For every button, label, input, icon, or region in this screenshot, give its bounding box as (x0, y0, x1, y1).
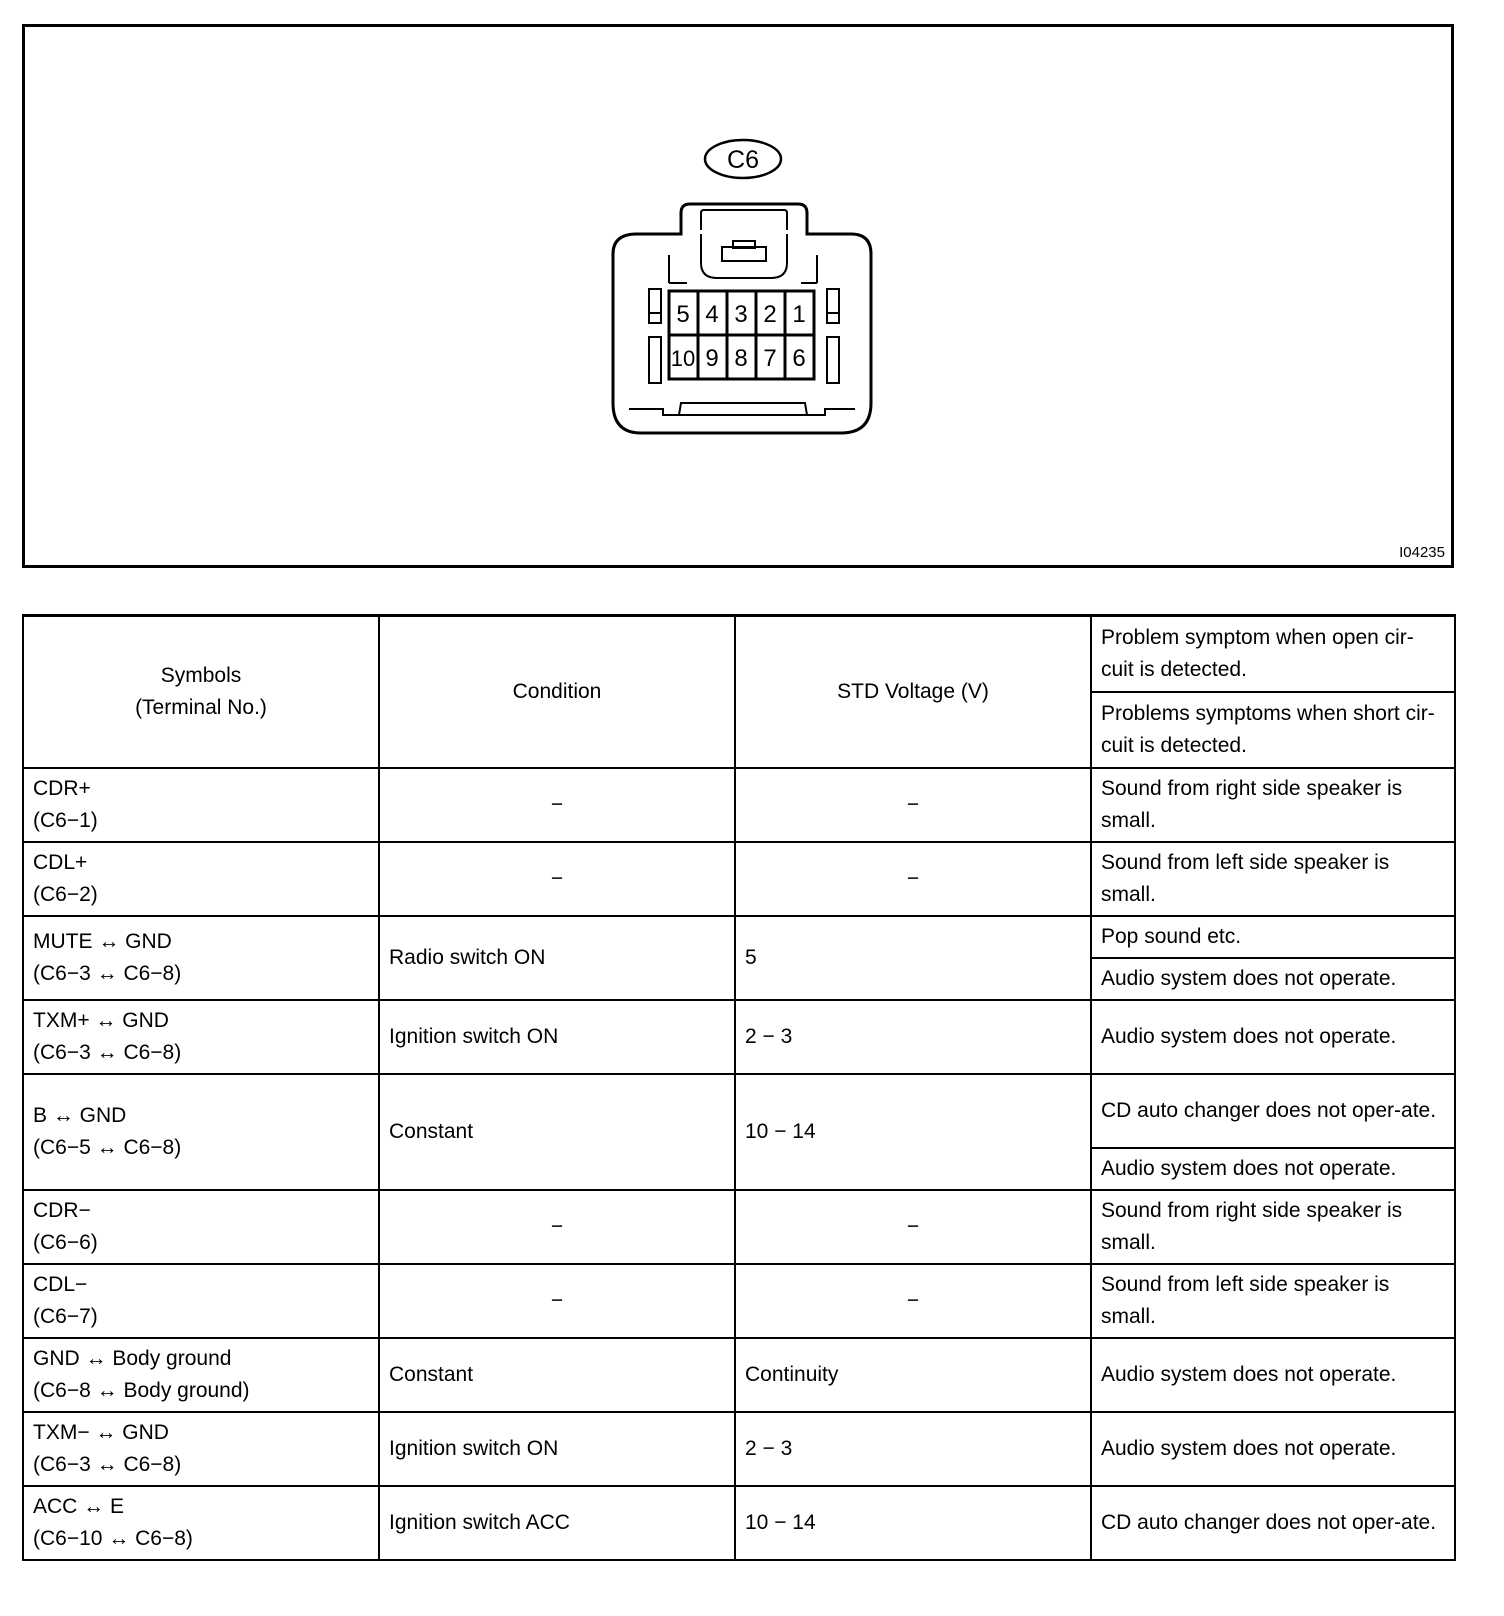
condition-cell: Radio switch ON (379, 916, 735, 1000)
table-row (23, 1412, 1455, 1486)
header-problem-short: Problems symptoms when short cir-cuit is detected. (1091, 692, 1455, 768)
problem-cell: CD auto changer does not oper-ate. (1091, 1074, 1455, 1148)
symbol-name: TXM+ ↔ GND (33, 1009, 169, 1032)
table-row (23, 1338, 1455, 1412)
problem-cell: Audio system does not operate. (1091, 958, 1455, 1000)
pin-label: 5 (676, 301, 690, 328)
terminal-number: (C6−6) (33, 1231, 98, 1254)
symbol-name: TXM− ↔ GND (33, 1421, 169, 1444)
header-std-voltage: STD Voltage (V) (735, 616, 1091, 769)
condition-cell: Constant (379, 1074, 735, 1190)
terminal-number: (C6−5 ↔ C6−8) (33, 1136, 182, 1159)
pin-label: 8 (734, 345, 748, 372)
symbol-cell (23, 1000, 379, 1074)
terminal-number: (C6−7) (33, 1305, 98, 1328)
connector-lock-tab (669, 234, 817, 283)
pin-label: 10 (670, 346, 696, 371)
voltage-cell: − (735, 768, 1091, 842)
table-row (23, 916, 1455, 958)
table-row (23, 768, 1455, 842)
pin-label: 3 (734, 301, 748, 328)
pin-label: 1 (792, 301, 806, 328)
header-problem-open: Problem symptom when open cir-cuit is detected. (1091, 616, 1455, 693)
symbol-name: B ↔ GND (33, 1104, 127, 1127)
voltage-cell: − (735, 842, 1091, 916)
symbol-cell (23, 1338, 379, 1412)
terminal-number: (C6−2) (33, 883, 98, 906)
table-row (23, 1074, 1455, 1148)
header-symbols-line1: Symbols (160, 664, 242, 687)
voltage-cell: 10 − 14 (735, 1074, 1091, 1190)
pin-label: 9 (705, 345, 719, 372)
symbol-name: CDR+ (33, 777, 91, 800)
problem-cell: Audio system does not operate. (1091, 1000, 1455, 1074)
condition-cell: Constant (379, 1338, 735, 1412)
voltage-cell: Continuity (735, 1338, 1091, 1412)
symbol-cell (23, 842, 379, 916)
symbol-cell (23, 768, 379, 842)
condition-cell: − (379, 842, 735, 916)
figure-id: I04235 (1399, 544, 1445, 561)
header-row (23, 616, 1455, 693)
connector-bottom-rail (629, 403, 855, 415)
symbol-cell (23, 1412, 379, 1486)
symbol-cell (23, 1074, 379, 1190)
terminal-number: (C6−10 ↔ C6−8) (33, 1527, 193, 1550)
header-symbols-line2: (Terminal No.) (135, 696, 267, 719)
condition-cell: − (379, 768, 735, 842)
condition-cell: − (379, 1190, 735, 1264)
terminal-number: (C6−3 ↔ C6−8) (33, 1453, 182, 1476)
terminal-number: (C6−3 ↔ C6−8) (33, 962, 182, 985)
pin-label: 7 (763, 345, 777, 372)
symbol-name: CDL+ (33, 851, 88, 874)
terminal-number: (C6−3 ↔ C6−8) (33, 1041, 182, 1064)
voltage-cell: 2 − 3 (735, 1000, 1091, 1074)
problem-cell: Pop sound etc. (1091, 916, 1455, 958)
condition-cell: Ignition switch ON (379, 1000, 735, 1074)
symbol-name: CDL− (33, 1273, 88, 1296)
problem-cell: Audio system does not operate. (1091, 1412, 1455, 1486)
symbol-cell (23, 1190, 379, 1264)
symbol-name: ACC ↔ E (33, 1495, 125, 1518)
table-row (23, 1190, 1455, 1264)
problem-cell: CD auto changer does not oper-ate. (1091, 1486, 1455, 1560)
voltage-cell: 10 − 14 (735, 1486, 1091, 1560)
voltage-cell: 5 (735, 916, 1091, 1000)
connector-label: C6 (727, 146, 759, 174)
header-condition: Condition (379, 616, 735, 769)
problem-cell: Sound from right side speaker is small. (1091, 768, 1455, 842)
symbol-cell (23, 1264, 379, 1338)
voltage-cell: − (735, 1190, 1091, 1264)
table-row (23, 1000, 1455, 1074)
condition-cell: − (379, 1264, 735, 1338)
problem-cell: Sound from left side speaker is small. (1091, 1264, 1455, 1338)
terminal-number: (C6−8 ↔ Body ground) (33, 1379, 250, 1402)
pin-label: 6 (792, 345, 806, 372)
problem-cell: Audio system does not operate. (1091, 1148, 1455, 1190)
symbol-cell (23, 916, 379, 1000)
terminal-table (22, 614, 1456, 1561)
symbol-name: GND ↔ Body ground (33, 1347, 232, 1370)
table-row (23, 1486, 1455, 1560)
condition-cell: Ignition switch ON (379, 1412, 735, 1486)
symbol-name: MUTE ↔ GND (33, 930, 172, 953)
connector-figure (22, 24, 1454, 568)
terminal-number: (C6−1) (33, 809, 98, 832)
pin-label: 2 (763, 301, 777, 328)
connector-diagram (25, 27, 1451, 565)
table-row (23, 1264, 1455, 1338)
problem-cell: Audio system does not operate. (1091, 1338, 1455, 1412)
voltage-cell: 2 − 3 (735, 1412, 1091, 1486)
table-row (23, 842, 1455, 916)
header-symbols (23, 616, 379, 769)
pin-label: 4 (705, 301, 719, 328)
symbol-cell (23, 1486, 379, 1560)
terminal-rows (23, 768, 1455, 1560)
voltage-cell: − (735, 1264, 1091, 1338)
problem-cell: Sound from right side speaker is small. (1091, 1190, 1455, 1264)
problem-cell: Sound from left side speaker is small. (1091, 842, 1455, 916)
condition-cell: Ignition switch ACC (379, 1486, 735, 1560)
symbol-name: CDR− (33, 1199, 91, 1222)
